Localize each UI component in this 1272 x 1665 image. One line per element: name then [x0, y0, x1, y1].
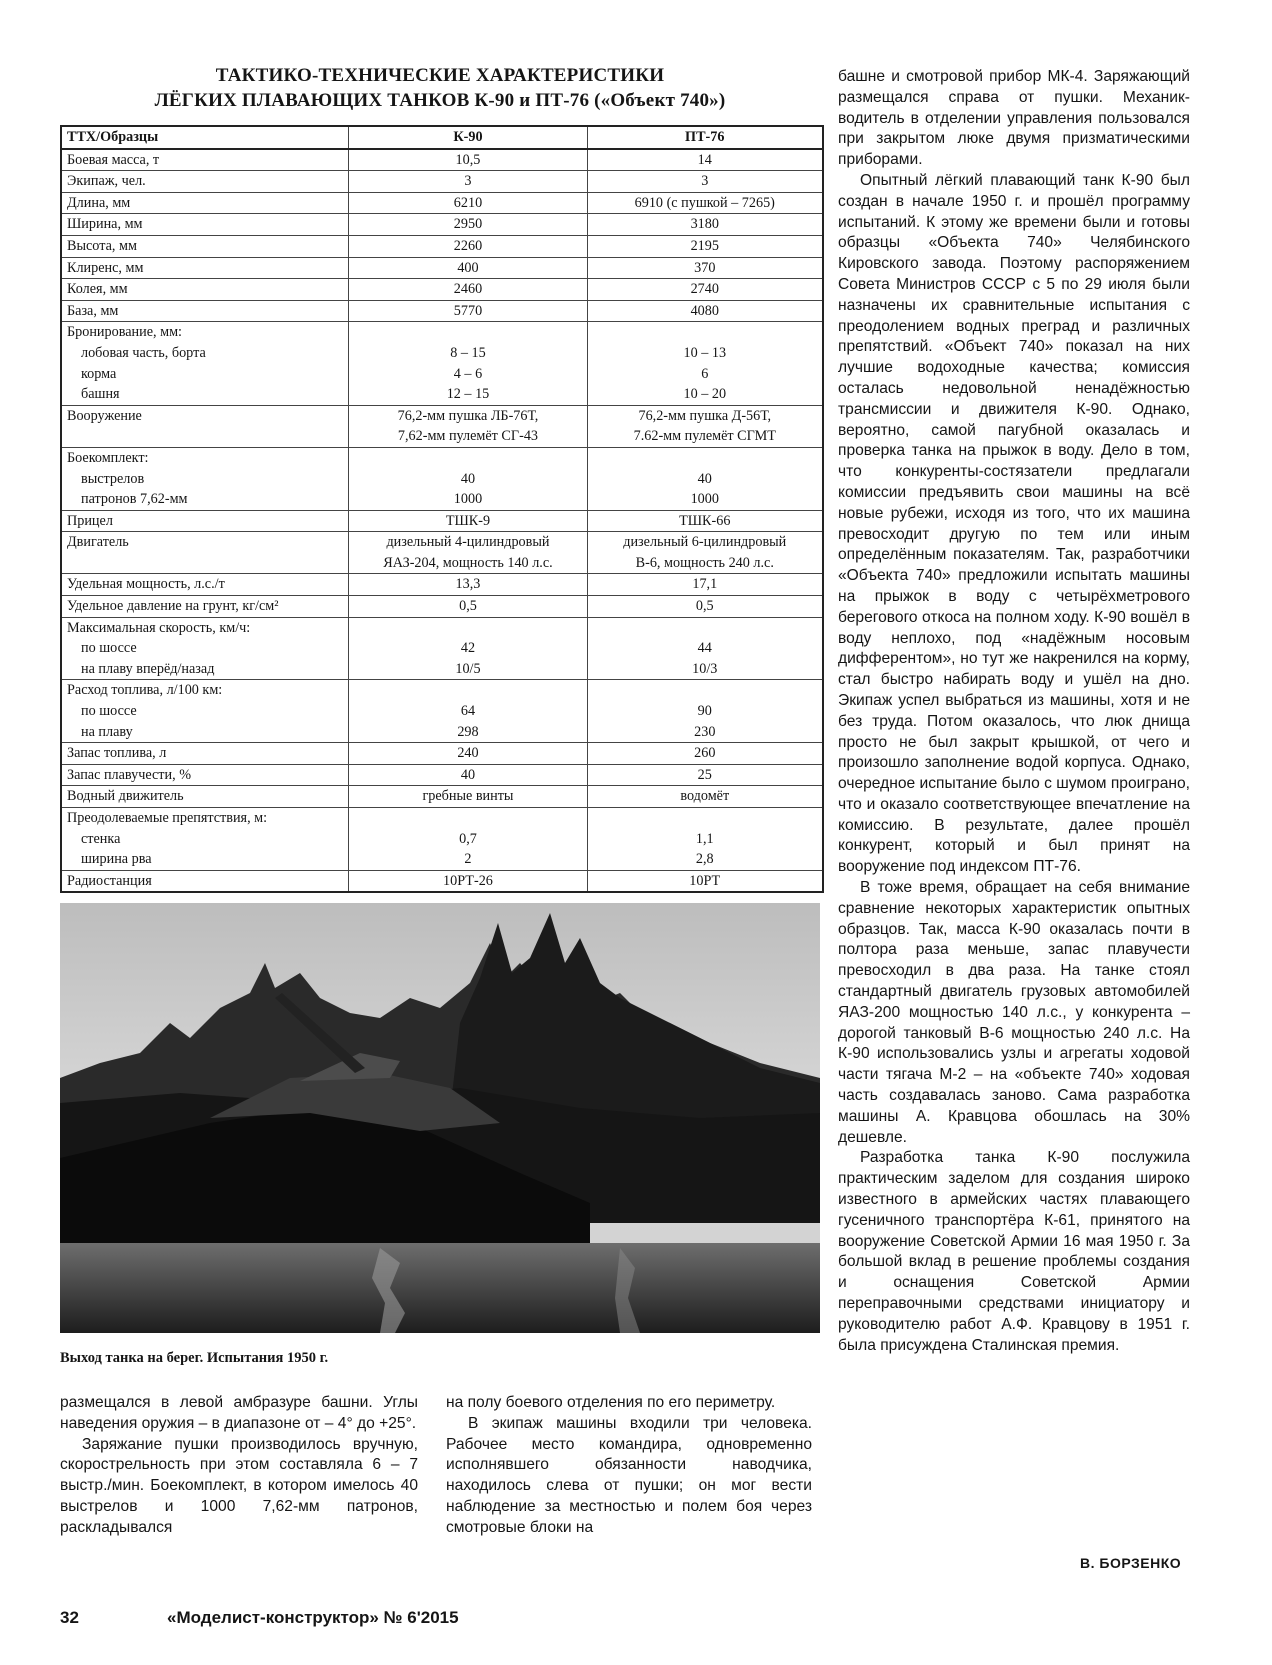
table-cell-parameter [61, 300, 349, 322]
table-cell-line: стенка [81, 830, 121, 847]
table-cell-k90 [349, 532, 587, 574]
table-cell-line: 1000 [690, 491, 719, 508]
table-cell-line: 260 [694, 745, 716, 762]
table-cell-parameter [61, 192, 349, 214]
table-cell-line: 10,5 [455, 151, 481, 168]
table-cell-line: 4 – 6 [453, 365, 483, 382]
table-cell-line: 10 – 20 [683, 386, 727, 403]
table-cell-parameter [61, 322, 349, 405]
table-row [61, 257, 823, 279]
table-cell-line: 14 [697, 151, 712, 168]
table-cell-line: 230 [694, 723, 716, 740]
table-cell-line: 10РТ [689, 872, 721, 889]
table-cell-parameter [61, 596, 349, 618]
table-cell-line: Высота, мм [67, 237, 137, 254]
table-cell-line: дизельный 6-цилиндровый [623, 534, 787, 551]
table-cell-k90 [349, 786, 587, 808]
table-cell-line: 40 [460, 470, 476, 487]
table-cell-line: Ширина, мм [67, 216, 143, 233]
table-cell-line: Экипаж, чел. [67, 173, 146, 190]
table-cell-pt76 [587, 786, 823, 808]
table-cell-line: Максимальная скорость, км/ч: [67, 619, 251, 636]
table-cell-line: башня [81, 386, 120, 403]
table-cell-pt76 [587, 279, 823, 301]
article-paragraph: Разработка танка К-90 послужила практическим заделом для создания широко известного в армейских частях плавающего гусеничного транспортёра К-61, принятого на вооружение Советской Армии 16 мая 1950 г. За большой вклад в решение проблемы создания и оснащения Советской Армии переправочными средствами инициатору и руководителю работ А.Ф. Кравцову в 1951 г. была присуждена Сталинская премия. [838, 1149, 1190, 1354]
table-cell-line: 4080 [690, 302, 719, 319]
table-cell-parameter [61, 574, 349, 596]
table-cell-line: 10/3 [692, 660, 718, 677]
table-cell-k90 [349, 214, 587, 236]
table-cell-parameter [61, 405, 349, 447]
table-cell-line: 90 [697, 703, 712, 720]
table-cell-k90 [349, 447, 587, 510]
table-cell-pt76 [587, 192, 823, 214]
article-paragraph: размещался в левой амбразуре башни. Углы наведения оружия – в диапазоне от – 4° до +25°. [60, 1394, 418, 1432]
table-cell-line: Удельная мощность, л.с./т [67, 576, 225, 593]
table-cell-line [593, 680, 817, 701]
table-cell-line: 10 – 13 [683, 344, 727, 361]
article-column-right [838, 67, 1190, 1356]
table-cell-line: 2195 [690, 237, 719, 254]
table-header-k90: К-90 [349, 126, 587, 149]
table-cell-pt76 [587, 300, 823, 322]
table-cell-line: 2460 [453, 281, 483, 298]
table-cell-line: патронов 7,62-мм [81, 491, 188, 508]
table-cell-line: 7.62-мм пулемёт СГМТ [633, 428, 776, 445]
table-cell-line: 370 [694, 259, 716, 276]
table-cell-pt76 [587, 405, 823, 447]
table-cell-line: 76,2-мм пушка ЛБ-76Т, [397, 407, 539, 424]
tank-photo [60, 903, 820, 1333]
table-cell-line: Водный движитель [67, 788, 184, 805]
table-cell-line: 3 [464, 173, 472, 190]
article-column-bottom-middle [446, 1393, 812, 1539]
table-cell-parameter [61, 680, 349, 743]
table-cell-line: 40 [697, 470, 712, 487]
table-row [61, 322, 823, 405]
table-cell-k90 [349, 279, 587, 301]
table-cell-line [354, 680, 581, 701]
table-cell-pt76 [587, 214, 823, 236]
table-cell-parameter [61, 235, 349, 257]
table-cell-line: гребные винты [422, 788, 514, 805]
table-cell-pt76 [587, 680, 823, 743]
table-title-line-1: ТАКТИКО-ТЕХНИЧЕСКИЕ ХАРАКТЕРИСТИКИ [215, 65, 665, 86]
table-cell-line: 10РТ-26 [443, 872, 493, 889]
page-number: 32 [60, 1608, 79, 1627]
table-cell-line: 7,62-мм пулемёт СГ-43 [397, 428, 539, 445]
table-row [61, 786, 823, 808]
table-cell-line: лобовая часть, борта [81, 344, 206, 361]
table-cell-k90 [349, 680, 587, 743]
table-cell-line: на плаву [81, 723, 133, 740]
table-cell-parameter [61, 617, 349, 680]
table-cell-k90 [349, 405, 587, 447]
table-cell-line: Клиренс, мм [67, 259, 144, 276]
table-cell-line: 0,7 [459, 830, 477, 847]
table-cell-pt76 [587, 574, 823, 596]
table-cell-pt76 [587, 510, 823, 532]
table-cell-parameter [61, 149, 349, 171]
specifications-table [60, 125, 824, 893]
table-cell-line: выстрелов [81, 470, 145, 487]
table-cell-line: 240 [457, 745, 479, 762]
table-row [61, 214, 823, 236]
table-row [61, 532, 823, 574]
table-row [61, 171, 823, 193]
table-row [61, 870, 823, 892]
table-row [61, 235, 823, 257]
table-cell-line: 1000 [453, 491, 483, 508]
table-cell-pt76 [587, 235, 823, 257]
table-cell-line: Запас плавучести, % [67, 766, 192, 783]
author-name: В. БОРЗЕНКО [1080, 1555, 1182, 1571]
table-cell-line: База, мм [67, 302, 119, 319]
table-cell-line: 76,2-мм пушка Д-56Т, [638, 407, 772, 424]
table-cell-line: ширина рва [81, 851, 152, 868]
table-cell-line [593, 808, 817, 829]
table-row [61, 617, 823, 680]
table-row [61, 808, 823, 871]
table-cell-line: 42 [460, 640, 476, 657]
table-cell-line: дизельный 4-цилиндровый [386, 534, 550, 551]
table-cell-parameter [61, 870, 349, 892]
table-cell-line: по шоссе [81, 703, 137, 720]
table-cell-k90 [349, 257, 587, 279]
table-cell-line: 40 [460, 766, 476, 783]
table-cell-line: 2740 [690, 281, 719, 298]
table-cell-line: 17,1 [692, 576, 718, 593]
article-paragraph: Заряжание пушки производилось вручную, скорострельность при этом составляла 6 – 7 выстр./мин. Боекомплект, в котором имелось 40 выстрелов и 1000 7,62-мм патронов, раскладывался [60, 1435, 418, 1536]
table-body [61, 149, 823, 893]
table-cell-pt76 [587, 870, 823, 892]
table-cell-line: Удельное давление на грунт, кг/см² [67, 598, 279, 615]
table-cell-line: ТШК-9 [445, 512, 491, 529]
table-cell-line: 5770 [453, 302, 483, 319]
table-cell-line: 10/5 [455, 660, 481, 677]
table-cell-line: по шоссе [81, 640, 137, 657]
table-cell-line: 8 – 15 [450, 344, 486, 361]
table-row [61, 574, 823, 596]
table-cell-pt76 [587, 764, 823, 786]
table-cell-line: Расход топлива, л/100 км: [67, 682, 223, 699]
table-cell-line: 1,1 [695, 830, 714, 847]
table-cell-line: Прицел [67, 512, 113, 529]
table-cell-pt76 [587, 617, 823, 680]
table-cell-line: корма [81, 365, 117, 382]
table-cell-parameter [61, 447, 349, 510]
table-cell-k90 [349, 743, 587, 765]
table-cell-k90 [349, 149, 587, 171]
table-cell-parameter [61, 808, 349, 871]
table-cell-line: Радиостанция [67, 872, 152, 889]
table-cell-line: Боекомплект: [67, 449, 149, 466]
magazine-title: «Моделист-конструктор» № 6'2015 [167, 1608, 459, 1627]
table-cell-line: 2,8 [695, 851, 714, 868]
table-cell-k90 [349, 322, 587, 405]
table-cell-k90 [349, 235, 587, 257]
table-cell-k90 [349, 574, 587, 596]
table-cell-line: 400 [457, 259, 479, 276]
table-cell-line: 12 – 15 [446, 386, 490, 403]
article-paragraph: В экипаж машины входили три человека. Рабочее место командира, одновременно исполнявшего обязанности наводчика, находилось слева от пушки; он мог вести наблюдение за местностью и полем боя через смотровые блоки на [446, 1414, 812, 1536]
table-cell-line: 44 [697, 640, 712, 657]
table-cell-parameter [61, 786, 349, 808]
table-cell-pt76 [587, 447, 823, 510]
table-cell-line: 6910 (с пушкой – 7265) [634, 194, 775, 211]
table-cell-line: В-6, мощность 240 л.с. [635, 554, 774, 571]
table-cell-k90 [349, 300, 587, 322]
article-paragraph: башне и смотровой прибор МК-4. Заряжающий размещался справа от пушки. Механик-водитель в отделении управления пользовался при закрытом люке двумя призматическими приборами. [838, 68, 1190, 169]
table-cell-line [593, 322, 817, 343]
table-cell-line: 6 [701, 365, 709, 382]
table-cell-pt76 [587, 171, 823, 193]
article-paragraph: на полу боевого отделения по его периметру. [446, 1394, 776, 1411]
table-cell-line: 25 [697, 766, 712, 783]
table-cell-line [593, 448, 817, 469]
table-cell-k90 [349, 596, 587, 618]
table-cell-line: 3 [701, 173, 709, 190]
table-cell-parameter [61, 510, 349, 532]
table-cell-line: Двигатель [67, 534, 129, 551]
table-cell-pt76 [587, 808, 823, 871]
table-cell-line: 0,5 [695, 598, 714, 615]
table-cell-line: Боевая масса, т [67, 151, 160, 168]
table-cell-line: ТШК-66 [679, 512, 731, 529]
table-cell-pt76 [587, 149, 823, 171]
table-cell-line: 2950 [453, 216, 483, 233]
table-cell-parameter [61, 257, 349, 279]
table-row [61, 510, 823, 532]
table-cell-parameter [61, 743, 349, 765]
table-cell-k90 [349, 764, 587, 786]
table-cell-parameter [61, 279, 349, 301]
table-cell-k90 [349, 192, 587, 214]
table-row [61, 764, 823, 786]
table-row [61, 192, 823, 214]
table-cell-line [354, 618, 581, 639]
table-row [61, 300, 823, 322]
article-paragraph: В тоже время, обращает на себя внимание сравнение некоторых характеристик опытных образцов. Так, масса К-90 оказалась почти в полтора раза меньше, запас плавучести превосходил в два раза. На танке стоял стандартный двигатель грузовых автомобилей ЯАЗ-200 мощностью 140 л.с., у конкурента – дорогой танковый В-6 мощностью 240 л.с. На К-90 использовались узлы и агрегаты ходовой части тягача М-2 – на «объекте 740» ходовая часть создавалась заново. Сама разработка машины А. Кравцова обошлась на 30% дешевле. [838, 879, 1190, 1146]
table-cell-pt76 [587, 596, 823, 618]
table-cell-line: 0,5 [459, 598, 477, 615]
table-header-parameter: ТТХ/Образцы [61, 126, 349, 149]
table-cell-line: 2260 [453, 237, 483, 254]
table-header-row [61, 126, 823, 149]
table-cell-line: 2 [464, 851, 472, 868]
table-cell-pt76 [587, 532, 823, 574]
table-cell-line: 64 [460, 703, 476, 720]
table-cell-line [354, 808, 581, 829]
table-cell-line: 13,3 [455, 576, 481, 593]
table-cell-pt76 [587, 743, 823, 765]
table-row [61, 680, 823, 743]
table-row [61, 279, 823, 301]
table-cell-line: Бронирование, мм: [67, 324, 182, 341]
table-cell-k90 [349, 808, 587, 871]
table-cell-line: на плаву вперёд/назад [81, 660, 215, 677]
table-cell-line: ЯАЗ-204, мощность 140 л.с. [383, 554, 553, 571]
article-column-bottom-left [60, 1393, 418, 1539]
table-row [61, 149, 823, 171]
tank-photo-image [60, 903, 820, 1333]
table-cell-line [354, 448, 581, 469]
table-cell-k90 [349, 171, 587, 193]
table-row [61, 405, 823, 447]
table-cell-pt76 [587, 322, 823, 405]
table-title [60, 63, 820, 113]
table-cell-line: Колея, мм [67, 281, 128, 298]
table-cell-parameter [61, 764, 349, 786]
table-row [61, 596, 823, 618]
table-cell-k90 [349, 510, 587, 532]
table-cell-k90 [349, 870, 587, 892]
table-cell-parameter [61, 532, 349, 574]
table-cell-line: Запас топлива, л [67, 745, 167, 762]
table-cell-k90 [349, 617, 587, 680]
table-cell-line: 6210 [453, 194, 483, 211]
table-row [61, 743, 823, 765]
table-cell-parameter [61, 214, 349, 236]
table-cell-line: 298 [457, 723, 479, 740]
table-cell-line: 3180 [690, 216, 719, 233]
table-title-line-2: ЛЁГКИХ ПЛАВАЮЩИХ ТАНКОВ К-90 и ПТ-76 («Объект 740») [154, 90, 726, 111]
table-cell-line: Вооружение [67, 407, 142, 424]
table-row [61, 447, 823, 510]
table-cell-line [354, 322, 581, 343]
article-paragraph: Опытный лёгкий плавающий танк К-90 был создан в начале 1950 г. и прошёл программу испытаний. К этому же времени были и готовы образцы «Объекта 740» Челябинского Кировского завода. Поэтому распоряжением Совета Министров СССР с 5 по 29 июля были назначены их сравнительные испытания с преодолением водных преград и различных препятствий. «Объект 740» показал на них лучшие водоходные качества; комиссия осталась недовольной ненадёжностью трансмиссии и движителя К-90. Однако, вероятно, самой пагубной оказалась и проверка танка на прыжок в воду. Дело в том, что конкуренты-состязатели предлагали комиссии предъявить свои машины на всё новые рубежи, исходя из того, что их машина превосходит другую по тем или иным определённым показателям. Так, разработчики «Объекта 740» предложили испытать машины на прыжок в воду с четырёхметрового берегового откоса на полном ходу. К-90 вошёл в воду неплохо, под «надёжным носовым дифферентом», но тут же накренился на корму, стал быстро набирать воду и ушёл на дно. Экипаж успел выбраться из машины, хотя и не без труда. Потом оказалось, что люк днища просто не был закрыт крышкой, от чего и произошло заполнение водой корпуса. Однако, очередное испытание было с шумом проиграно, что и оказало соответствующее впечатление на комиссию. В результате, далее прошёл конкурент, который и был принят на вооружение под индексом ПТ-76. [838, 171, 1190, 876]
table-cell-parameter [61, 171, 349, 193]
table-cell-line: Преодолеваемые препятствия, м: [67, 810, 268, 826]
table-cell-pt76 [587, 257, 823, 279]
table-cell-line [593, 618, 817, 639]
table-header-pt76: ПТ-76 [587, 126, 823, 149]
table-cell-line: водомёт [680, 788, 730, 805]
table-cell-line: Длина, мм [67, 194, 131, 211]
photo-caption: Выход танка на берег. Испытания 1950 г. [60, 1350, 329, 1366]
